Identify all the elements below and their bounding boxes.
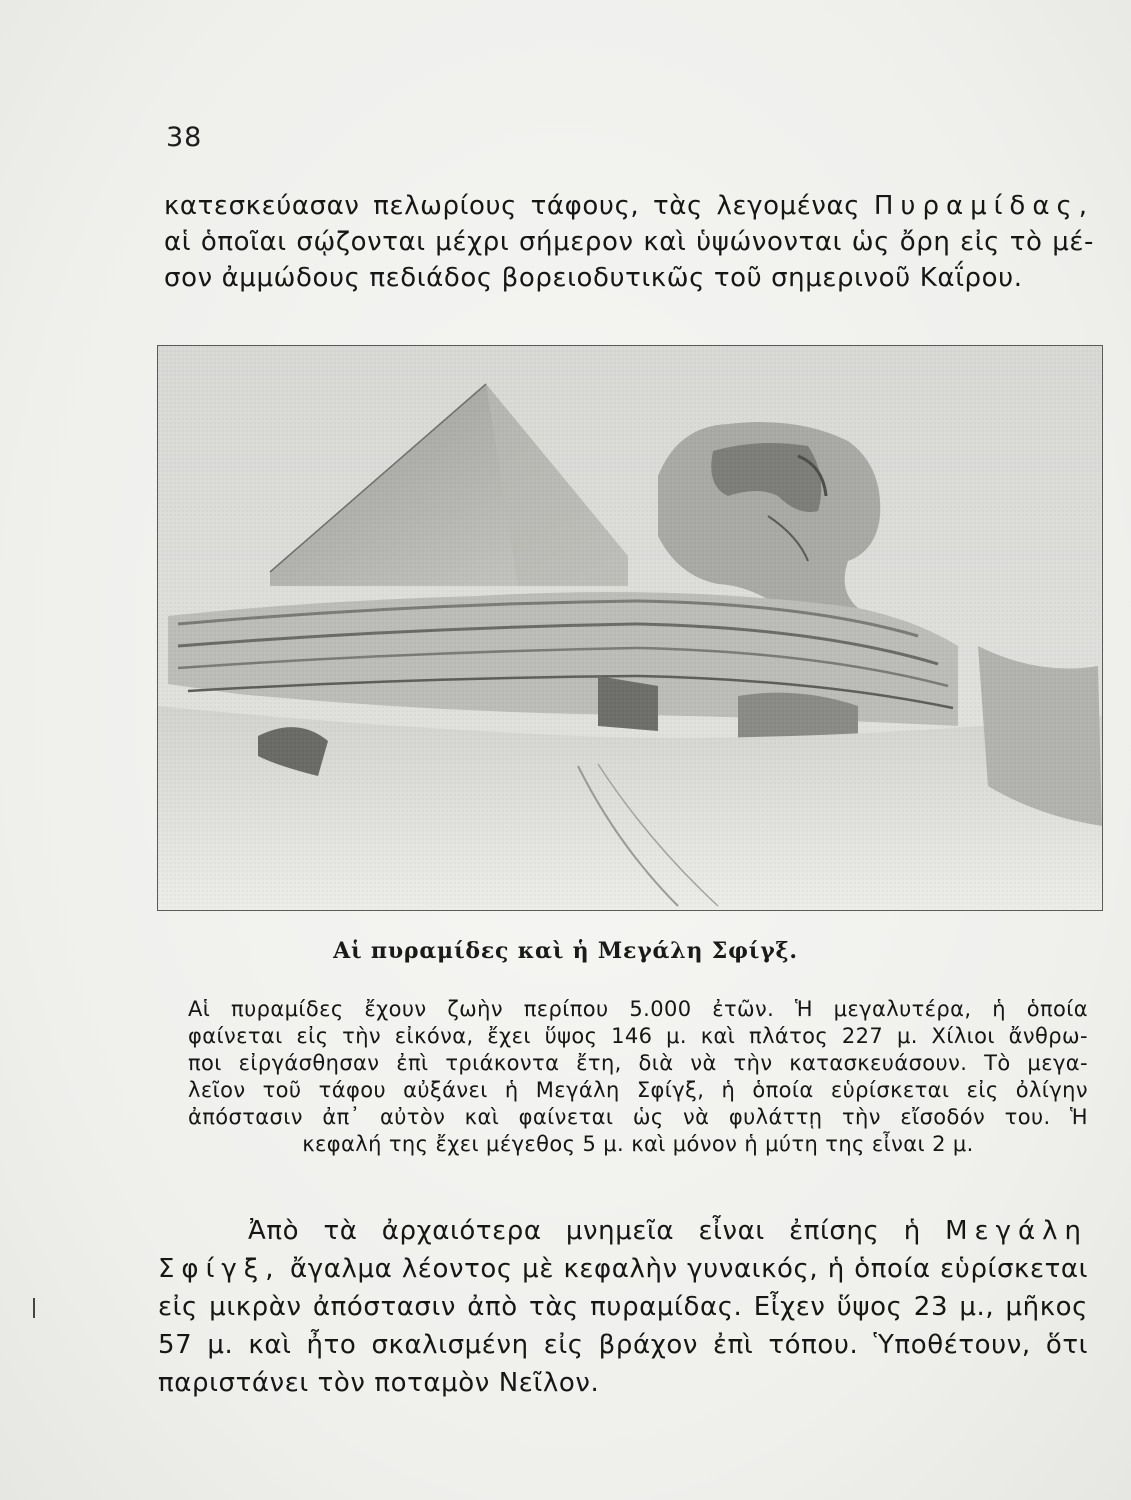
text-span: κατεσκεύασαν πελωρίους τάφους, τὰς λεγομένας: [164, 191, 874, 221]
page-number: 38: [166, 122, 203, 153]
text-span: Ἀπὸ τὰ ἀρχαιότερα μνημεῖα εἶναι ἐπίσης ἡ: [248, 1216, 946, 1246]
spaced-term: Μεγάλη: [945, 1216, 1088, 1246]
text-line: σον ἀμμώδους πεδιάδος βορειοδυτικῶς τοῦ σημερινοῦ Καΐρου.: [164, 263, 1023, 293]
pyramid-sphinx-photo: [157, 345, 1103, 911]
figure-caption: Αἱ πυραμίδες καὶ ἡ Μεγάλη Σφίγξ.: [333, 938, 798, 964]
text-line: [158, 1212, 1088, 1250]
spaced-term: Πυραμίδας,: [873, 191, 1094, 221]
text-line: αἱ ὁποῖαι σῴζονται μέχρι σήμερον καὶ ὑψώνονται ὡς ὄρη εἰς τὸ μέ-: [164, 227, 1094, 257]
text-line: παριστάνει τὸν ποταμὸν Νεῖλον.: [158, 1368, 600, 1398]
text-span: ἄγαλμα λέοντος μὲ κεφαλὴν γυναικός, ἡ ὁποία εὑρίσκεται: [280, 1254, 1088, 1284]
margin-mark: [33, 1298, 35, 1318]
text-line: εἰς μικρὰν ἀπόστασιν ἀπὸ τὰς πυραμίδας. Εἶχεν ὕψος 23 μ., μῆκος: [158, 1292, 1088, 1322]
text-line: λεῖον τοῦ τάφου αὐξάνει ἡ Μεγάλη Σφίγξ, ἡ ὁποία εὑρίσκεται εἰς ὀλίγην: [188, 1078, 1088, 1102]
sphinx-paragraph: [158, 1212, 1088, 1402]
intro-paragraph: [164, 188, 1094, 296]
figure-note-paragraph: [188, 996, 1088, 1158]
text-line: [158, 1250, 1088, 1288]
text-line: [164, 188, 1094, 224]
text-line: φαίνεται εἰς τὴν εἰκόνα, ἔχει ὕψος 146 μ. καὶ πλάτος 227 μ. Χίλιοι ἄνθρω-: [188, 1024, 1088, 1048]
text-line: ἀπόστασιν ἀπ᾽ αὐτὸν καὶ φαίνεται ὡς νὰ φυλάττῃ τὴν εἴσοδόν του. Ἡ: [188, 1105, 1088, 1129]
spaced-term: Σφίγξ,: [158, 1254, 281, 1284]
text-line: 57 μ. καὶ ἦτο σκαλισμένη εἰς βράχον ἐπὶ τόπου. Ὑποθέτουν, ὅτι: [158, 1330, 1088, 1360]
text-line: ποι εἰργάσθησαν ἐπὶ τριάκοντα ἔτη, διὰ νὰ τὴν κατασκευάσουν. Τὸ μεγα-: [188, 1051, 1088, 1075]
text-line: κεφαλή της ἔχει μέγεθος 5 μ. καὶ μόνον ἡ μύτη της εἶναι 2 μ.: [302, 1132, 974, 1156]
text-line: Αἱ πυραμίδες ἔχουν ζωὴν περίπου 5.000 ἐτῶν. Ἡ μεγαλυτέρα, ἡ ὁποία: [188, 997, 1088, 1021]
